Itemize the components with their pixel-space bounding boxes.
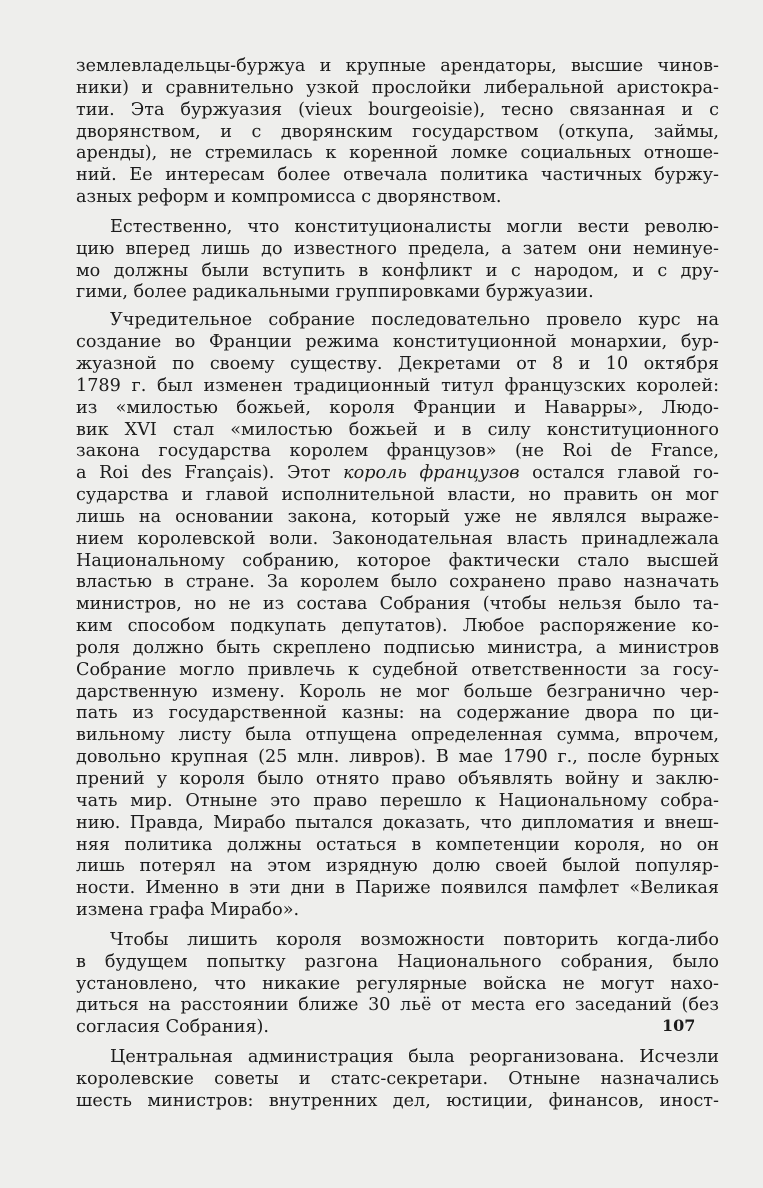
paragraph [76, 217, 719, 304]
text-line: 1789 г. был изменен традиционный титул французских королей: [76, 375, 719, 396]
text-line: мо должны были вступить в конфликт и с народом, и с дру- [76, 260, 719, 281]
text-line: роля должно быть скреплено подписью министра, а министров [76, 637, 719, 658]
text-line: шесть министров: внутренних дел, юстиции, финансов, иност- [76, 1090, 719, 1111]
text-line: a Roi des Français). Этот король французов остался главой го- [76, 463, 719, 484]
text-line: лишь на основании закона, который уже не являлся выраже- [76, 506, 719, 527]
text-line: прений у короля было отнято право объявлять войну и заклю- [76, 769, 719, 789]
text-line: из «милостью божьей, короля Франции и Наварры», Людо- [76, 397, 719, 418]
text-line: министров, но не из состава Собрания (чтобы нельзя было та- [76, 594, 719, 615]
text-line: Центральная администрация была реорганизована. Исчезли [110, 1047, 719, 1068]
text-line: диться на расстоянии ближе 30 льё от места его заседаний (без [76, 995, 719, 1016]
text-line: довольно крупная (25 млн. ливров). В мае 1790 г., после бурных [76, 747, 719, 768]
text-line: ний. Ее интересам более отвечала политика частичных буржу- [76, 165, 719, 186]
text-line: нием королевской воли. Законодательная власть принадлежала [76, 528, 719, 549]
text-line: Чтобы лишить короля возможности повторить когда-либо [110, 929, 719, 950]
text-line: вильному листу была отпущена определенная сумма, впрочем, [76, 725, 719, 746]
text-line: вик XVI стал «милостью божьей и в силу конституционного [76, 419, 719, 440]
paragraph [76, 310, 719, 922]
text-line: Учредительное собрание последовательно провело курс на [110, 310, 719, 331]
text-line: дворянством, и с дворянским государством (откупа, займы, [76, 121, 719, 142]
text-line: измена графа Мирабо». [76, 900, 300, 921]
text-line: согласия Собрания). [76, 1017, 270, 1038]
page-body [76, 56, 719, 1113]
text-line: в будущем попытку разгона Национального собрания, было [76, 951, 719, 972]
text-line: Национальному собранию, которое фактически стало высшей [76, 550, 719, 571]
text-line: закона государства королем французов» (не Roi de France, [76, 441, 719, 462]
paragraph [76, 1047, 719, 1113]
text-line: землевладельцы-буржуа и крупные арендаторы, высшие чинов- [76, 56, 719, 76]
text-line: ким способом подкупать депутатов). Любое распоряжение ко- [76, 616, 719, 637]
text-line: дарственную измену. Король не мог больше безгранично чер- [76, 681, 719, 702]
text-line: королевские советы и статс-секретари. Отныне назначались [76, 1068, 719, 1089]
text-line: ники) и сравнительно узкой прослойки либеральной аристокра- [76, 77, 719, 98]
text-line: ности. Именно в эти дни в Париже появился памфлет «Великая [76, 878, 719, 899]
text-line: няя политика должны остаться в компетенции короля, но он [76, 834, 719, 855]
text-line: властью в стране. За королем было сохранено право назначать [76, 572, 719, 593]
text-line: цию вперед лишь до известного предела, а затем они неминуе- [76, 238, 719, 259]
text-line: Собрание могло привлечь к судебной ответственности за госу- [76, 659, 719, 680]
text-line: установлено, что никакие регулярные войска не могут нахо- [76, 973, 719, 994]
paragraph [76, 56, 719, 209]
text-line: азных реформ и компромисса с дворянством. [76, 187, 502, 208]
text-line: пать из государственной казны: на содержание двора по ци- [76, 703, 719, 724]
text-line: создание во Франции режима конституционной монархии, бур- [76, 332, 719, 353]
page-number: 107 [662, 1016, 696, 1035]
text-line: гими, более радикальными группировками буржуазии. [76, 282, 594, 303]
text-line: лишь потерял на этом изрядную долю своей былой популяр- [76, 856, 719, 877]
text-line: аренды), не стремилась к коренной ломке социальных отноше- [76, 143, 719, 164]
text-line: жуазной по своему существу. Декретами от 8 и 10 октября [76, 353, 719, 374]
text-line: нию. Правда, Мирабо пытался доказать, что дипломатия и внеш- [76, 812, 719, 833]
text-line: Естественно, что конституционалисты могли вести револю- [110, 216, 719, 237]
text-line: сударства и главой исполнительной власти, но править он мог [76, 485, 719, 506]
text-line: тии. Эта буржуазия (vieux bourgeoisie), тесно связанная и с [76, 99, 719, 120]
paragraph [76, 930, 719, 1039]
text-line: чать мир. Отныне это право перешло к Национальному собра- [76, 790, 719, 811]
